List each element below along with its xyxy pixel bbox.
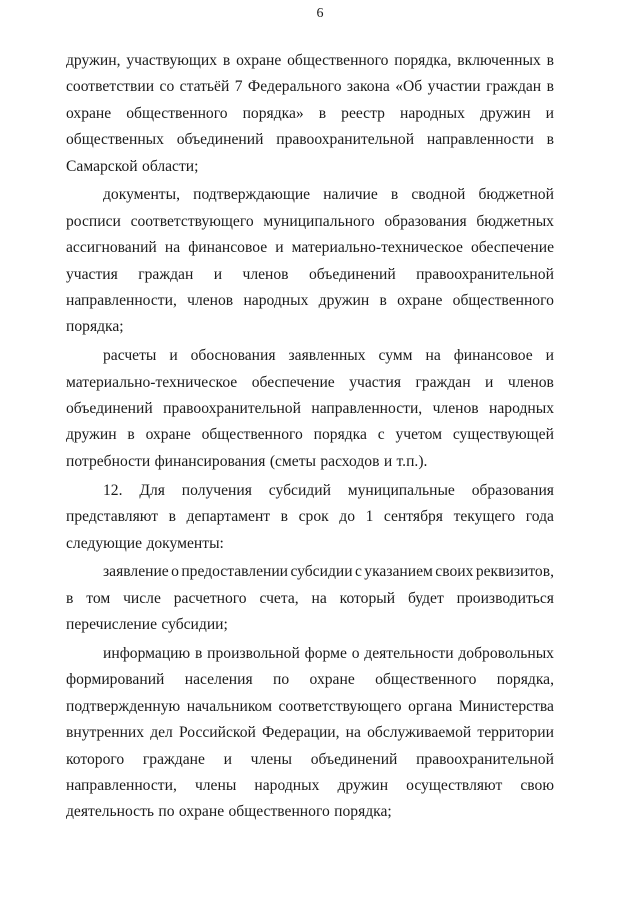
word: перечисление	[66, 616, 158, 634]
word: в	[168, 508, 176, 526]
word: граждан	[138, 265, 194, 283]
word: росписи	[66, 212, 121, 230]
word: в	[546, 52, 554, 69]
word: свою	[520, 777, 554, 795]
text-line	[66, 422, 554, 448]
word: граждан	[486, 78, 542, 96]
word: со	[159, 78, 175, 96]
word: существующей	[452, 426, 554, 444]
word: статьёй	[179, 78, 230, 96]
word: соответствии	[66, 78, 155, 96]
word: объединений	[310, 750, 398, 768]
word: финансирования	[154, 452, 266, 470]
text-line	[66, 747, 554, 773]
word: общественного	[228, 803, 330, 821]
word: документы,	[103, 186, 181, 204]
word: порядка»	[242, 104, 304, 122]
word: реквизитов,	[475, 563, 554, 581]
word: охране	[309, 671, 355, 689]
word: населения	[184, 671, 253, 689]
word: и	[545, 347, 554, 365]
word: участия	[66, 265, 118, 283]
word: объединений	[308, 265, 396, 283]
word: органа	[408, 697, 453, 715]
word: реестр	[341, 104, 385, 122]
word: формирований	[66, 671, 165, 689]
text-line	[66, 773, 554, 799]
text-line	[66, 559, 554, 585]
word: дружин	[337, 777, 389, 795]
word: предоставлении	[181, 563, 289, 581]
word: порядка	[313, 426, 367, 444]
word: соответствующего	[278, 697, 402, 715]
word: том	[86, 589, 111, 607]
word: материально-техническое	[291, 239, 463, 257]
word: народных	[399, 104, 465, 122]
word: дружин,	[66, 52, 121, 69]
word: финансовое	[453, 347, 533, 365]
word: и	[485, 373, 494, 391]
word: общественного	[375, 671, 477, 689]
text-line	[66, 531, 554, 557]
word: сумм	[378, 347, 413, 365]
word: дел	[150, 724, 173, 742]
word: территории	[477, 724, 554, 742]
word: соответствующего	[130, 212, 254, 230]
word: членов	[432, 400, 479, 418]
word: с	[377, 426, 385, 444]
word: правоохранительной	[163, 400, 301, 418]
word: охране	[178, 803, 225, 821]
text-line	[66, 799, 554, 825]
word: «Об	[395, 78, 423, 96]
word: сводной	[411, 186, 466, 204]
word: дружин	[479, 104, 531, 122]
word: наличие	[323, 186, 378, 204]
word: направленности,	[311, 400, 423, 418]
word: будет	[407, 589, 444, 607]
word: участии	[427, 78, 481, 96]
word: представляют	[66, 508, 159, 526]
word: департамент	[186, 508, 271, 526]
word: и	[213, 265, 223, 283]
word: объединений	[176, 131, 264, 149]
word: на	[164, 239, 181, 257]
word: направленности	[426, 131, 534, 149]
word: граждане	[142, 750, 205, 768]
word: Для	[139, 481, 165, 499]
word: правоохранительной	[416, 265, 554, 283]
word: охране	[66, 104, 112, 122]
word: добровольных	[458, 645, 554, 663]
word: Федерации,	[261, 724, 340, 742]
word: в	[280, 508, 289, 526]
word: который	[339, 589, 396, 607]
word: порядка;	[66, 318, 124, 336]
word: общественного	[201, 426, 303, 444]
word: 7	[234, 78, 243, 96]
word: Федерального	[247, 78, 342, 96]
word: общественных	[66, 131, 164, 149]
text-line	[66, 641, 554, 667]
text-line	[66, 127, 554, 153]
word: в	[390, 186, 399, 204]
word: муниципального	[263, 212, 375, 230]
word: образования	[471, 481, 554, 499]
word: на	[425, 347, 441, 365]
text-line	[66, 154, 554, 180]
word: муниципальные	[347, 481, 455, 499]
word: обоснования	[190, 347, 276, 365]
word: обеспечение	[251, 373, 335, 391]
word: участвующих	[126, 52, 218, 69]
word: охране	[145, 426, 191, 444]
word: членов	[187, 292, 234, 310]
word: расчеты	[103, 347, 157, 365]
word: Российской	[178, 724, 256, 742]
word: подтвержденную	[66, 697, 181, 715]
word: бюджетной	[478, 186, 554, 204]
word: расходов	[320, 452, 380, 470]
word: форме	[304, 645, 347, 663]
text-line	[66, 370, 554, 396]
word: производиться	[456, 589, 554, 607]
word: Министерства	[458, 697, 554, 715]
word: дружин	[66, 426, 117, 444]
text-line	[66, 182, 554, 208]
word: начальником	[186, 697, 272, 715]
text-line	[66, 288, 554, 314]
word: граждан	[415, 373, 471, 391]
text-line	[66, 612, 554, 638]
word: направленности,	[66, 777, 177, 795]
word: деятельности	[364, 645, 454, 663]
text-line	[66, 586, 554, 612]
word: следующие	[66, 534, 143, 552]
word: в	[546, 131, 554, 149]
word: бюджетных	[476, 212, 554, 230]
word: заявление	[103, 563, 169, 581]
word: в	[66, 589, 74, 607]
word: включенных	[457, 52, 541, 69]
word: субсидии	[290, 563, 353, 581]
text-line	[66, 48, 554, 74]
text-line	[66, 314, 554, 340]
word: на	[345, 724, 361, 742]
word: в	[222, 52, 231, 69]
word: порядка,	[394, 52, 452, 69]
word: обслуживаемой	[367, 724, 472, 742]
word: Самарской	[66, 157, 138, 175]
text-line	[66, 504, 554, 530]
word: указанием	[364, 563, 433, 581]
word: порядка;	[334, 803, 392, 821]
word: членов	[242, 265, 289, 283]
word: о	[171, 563, 179, 581]
word: учетом	[395, 426, 443, 444]
text-line	[66, 209, 554, 235]
word: в	[379, 292, 387, 310]
word: общественного	[287, 52, 389, 69]
word: финансовое	[188, 239, 268, 257]
word: текущего	[453, 508, 516, 526]
word: расчетного	[173, 589, 247, 607]
word: которого	[66, 750, 125, 768]
text-line	[66, 74, 554, 100]
word: закона	[346, 78, 390, 96]
word: правоохранительной	[416, 750, 554, 768]
text-line	[66, 101, 554, 127]
word: и	[223, 750, 232, 768]
text-line	[66, 343, 554, 369]
word: сентября	[383, 508, 443, 526]
word: 1	[365, 508, 374, 526]
word: участия	[349, 373, 402, 391]
word: в	[127, 426, 135, 444]
text-line	[66, 235, 554, 261]
word: подтверждающие	[193, 186, 311, 204]
word: заявленных	[288, 347, 366, 365]
word: в	[194, 645, 203, 663]
word: счета,	[259, 589, 299, 607]
word: ассигнований	[66, 239, 157, 257]
word: охране	[397, 292, 443, 310]
word: общественного	[452, 292, 554, 310]
word: членов	[507, 373, 554, 391]
word: народных	[254, 777, 320, 795]
word: (сметы	[269, 452, 317, 470]
page-number: 6	[316, 6, 324, 21]
word: по	[158, 803, 175, 821]
text-line	[66, 478, 554, 504]
word: области;	[142, 157, 199, 175]
word: члены	[194, 777, 237, 795]
word: народных	[489, 400, 554, 418]
word: 12.	[103, 481, 123, 499]
word: осуществляют	[406, 777, 503, 795]
text-line	[66, 720, 554, 746]
word: внутренних	[66, 724, 145, 742]
word: получения	[181, 481, 252, 499]
word: общественного	[126, 104, 228, 122]
word: числе	[123, 589, 161, 607]
word: информацию	[103, 645, 191, 663]
text-line	[66, 449, 554, 475]
word: и	[545, 104, 554, 122]
word: дружин	[318, 292, 370, 310]
word: по	[273, 671, 290, 689]
word: на	[311, 589, 327, 607]
word: т.п.).	[396, 452, 428, 470]
word: и	[383, 452, 393, 470]
text-line	[66, 396, 554, 422]
text-line	[66, 667, 554, 693]
word: субсидий	[268, 481, 331, 499]
word: народных	[243, 292, 309, 310]
word: срок	[298, 508, 329, 526]
word: субсидии;	[161, 616, 228, 634]
word: и	[275, 239, 284, 257]
document-body	[66, 48, 554, 826]
word: правоохранительной	[276, 131, 415, 149]
word: с	[354, 563, 362, 581]
word: члены	[250, 750, 292, 768]
word: произвольной	[207, 645, 300, 663]
word: порядка,	[496, 671, 554, 689]
text-line	[66, 694, 554, 720]
word: своих	[435, 563, 474, 581]
word: документы:	[146, 534, 224, 552]
word: обеспечение	[470, 239, 554, 257]
text-line	[66, 262, 554, 288]
word: года	[525, 508, 554, 526]
word: в	[546, 78, 554, 96]
word: до	[339, 508, 355, 526]
word: и	[169, 347, 178, 365]
word: деятельность	[66, 803, 155, 821]
word: охране	[236, 52, 282, 69]
word: образования	[384, 212, 467, 230]
word: в	[318, 104, 327, 122]
word: потребности	[66, 452, 151, 470]
word: направленности,	[66, 292, 177, 310]
word: материально-техническое	[66, 373, 238, 391]
word: о	[351, 645, 360, 663]
word: объединений	[66, 400, 153, 418]
